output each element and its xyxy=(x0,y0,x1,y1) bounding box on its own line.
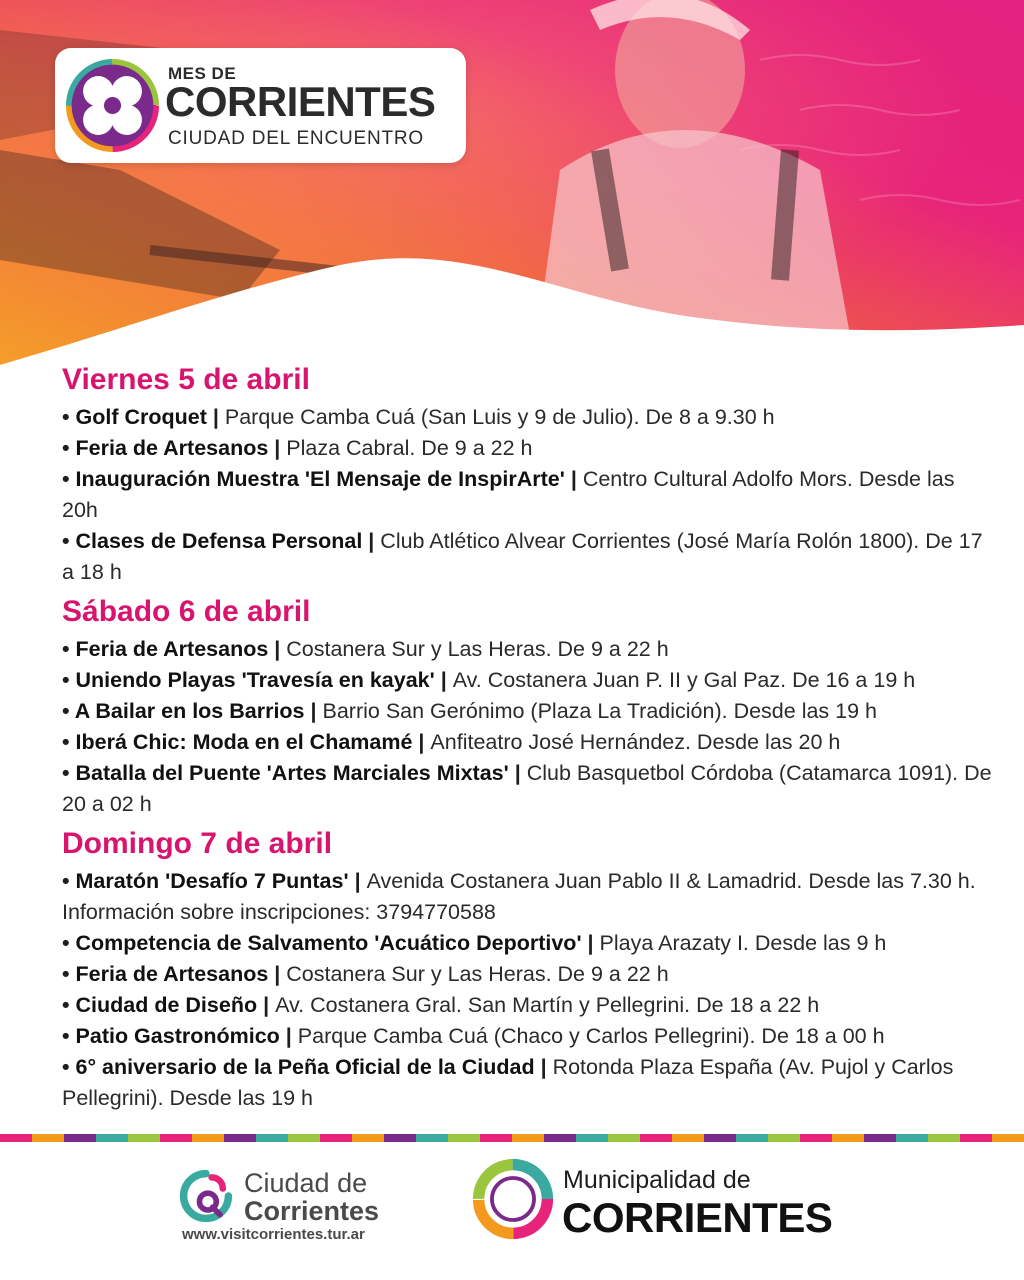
event-name: Golf Croquet xyxy=(75,405,207,429)
municipality-logo-line1: Municipalidad de xyxy=(563,1166,751,1194)
event-item: • Uniendo Playas 'Travesía en kayak' | Av. Costanera Juan P. II y Gal Paz. De 16 a 19 h xyxy=(62,668,916,692)
event-item: • A Bailar en los Barrios | Barrio San Gerónimo (Plaza La Tradición). Desde las 19 h xyxy=(62,699,877,723)
event-details: Avenida Costanera Juan Pablo II & Lamadrid. Desde las 7.30 h. Información sobre inscripciones: 3794770588 xyxy=(62,869,976,924)
event-details: Rotonda Plaza España (Av. Pujol y Carlos Pellegrini). Desde las 19 h xyxy=(62,1055,954,1110)
tourism-logo-line1: Ciudad de xyxy=(244,1168,368,1198)
day-section xyxy=(62,826,992,1114)
tourism-url[interactable]: www.visitcorrientes.tur.ar xyxy=(182,1226,365,1243)
event-name: Clases de Defensa Personal xyxy=(75,529,363,553)
event-item: • 6° aniversario de la Peña Oficial de la Ciudad | Rotonda Plaza España (Av. Pujol y Carlos Pellegrini). Desde las 19 h xyxy=(62,1055,954,1110)
tourism-logo-line2: Corrientes xyxy=(244,1196,380,1226)
event-name: Inauguración Muestra 'El Mensaje de InspirArte' xyxy=(75,467,565,491)
event-details: Av. Costanera Juan P. II y Gal Paz. De 16 a 19 h xyxy=(452,668,916,692)
event-item: • Feria de Artesanos | Costanera Sur y Las Heras. De 9 a 22 h xyxy=(62,962,669,986)
event-details: Parque Camba Cuá (Chaco y Carlos Pellegrini). De 18 a 00 h xyxy=(297,1024,885,1048)
flower-emblem-icon xyxy=(65,58,160,153)
day-title: Domingo 7 de abril xyxy=(62,827,333,860)
event-name: Batalla del Puente 'Artes Marciales Mixtas' xyxy=(75,761,509,785)
event-name: Uniendo Playas 'Travesía en kayak' xyxy=(75,668,435,692)
municipalidad-logo xyxy=(470,1152,870,1252)
mes-de-corrientes-logo xyxy=(55,48,466,163)
event-details: Playa Arazaty I. Desde las 9 h xyxy=(599,931,887,955)
event-details: Centro Cultural Adolfo Mors. Desde las 20h xyxy=(62,467,955,522)
event-item: • Batalla del Puente 'Artes Marciales Mixtas' | Club Basquetbol Córdoba (Catamarca 1091). De 20 a 02 h xyxy=(62,761,992,816)
event-item: • Patio Gastronómico | Parque Camba Cuá (Chaco y Carlos Pellegrini). De 18 a 00 h xyxy=(62,1024,885,1048)
event-details: Av. Costanera Gral. San Martín y Pellegrini. De 18 a 22 h xyxy=(275,993,820,1017)
event-item: • Ciudad de Diseño | Av. Costanera Gral. San Martín y Pellegrini. De 18 a 22 h xyxy=(62,993,820,1017)
event-name: Ciudad de Diseño xyxy=(75,993,258,1017)
hero-banner xyxy=(0,0,1024,380)
event-details: Parque Camba Cuá (San Luis y 9 de Julio). De 8 a 9.30 h xyxy=(224,405,775,429)
day-title: Sábado 6 de abril xyxy=(62,595,311,628)
event-name: Feria de Artesanos xyxy=(75,436,269,460)
event-name: Iberá Chic: Moda en el Chamamé xyxy=(75,730,413,754)
color-stripe-divider xyxy=(0,1134,1024,1142)
day-section xyxy=(62,594,992,820)
event-item: • Feria de Artesanos | Costanera Sur y Las Heras. De 9 a 22 h xyxy=(62,637,669,661)
event-name: Feria de Artesanos xyxy=(75,637,269,661)
event-details: Costanera Sur y Las Heras. De 9 a 22 h xyxy=(286,637,669,661)
event-item: • Maratón 'Desafío 7 Puntas' | Avenida Costanera Juan Pablo II & Lamadrid. Desde las 7.30 h. Información sobre inscripciones: 3794770588 xyxy=(62,869,976,924)
event-name: Competencia de Salvamento 'Acuático Deportivo' xyxy=(75,931,582,955)
event-item: • Competencia de Salvamento 'Acuático Deportivo' | Playa Arazaty I. Desde las 9 h xyxy=(62,931,887,955)
event-details: Costanera Sur y Las Heras. De 9 a 22 h xyxy=(286,962,669,986)
day-title: Viernes 5 de abril xyxy=(62,363,310,396)
logo-corrientes: CORRIENTES xyxy=(165,78,436,125)
event-name: A Bailar en los Barrios xyxy=(74,699,305,723)
event-details: Club Basquetbol Córdoba (Catamarca 1091). De 20 a 02 h xyxy=(62,761,992,816)
event-item: • Clases de Defensa Personal | Club Atlético Alvear Corrientes (José María Rolón 1800). De 17 a 18 h xyxy=(62,529,983,584)
event-details: Plaza Cabral. De 9 a 22 h xyxy=(286,436,533,460)
cq-emblem-icon xyxy=(178,1168,234,1224)
event-name: 6° aniversario de la Peña Oficial de la Ciudad xyxy=(75,1055,535,1079)
event-details: Club Atlético Alvear Corrientes (José María Rolón 1800). De 17 a 18 h xyxy=(62,529,983,584)
ciudad-de-corrientes-logo xyxy=(178,1164,418,1254)
event-item: • Inauguración Muestra 'El Mensaje de InspirArte' | Centro Cultural Adolfo Mors. Desde las 20h xyxy=(62,467,955,522)
event-item: • Feria de Artesanos | Plaza Cabral. De 9 a 22 h xyxy=(62,436,533,460)
event-name: Feria de Artesanos xyxy=(75,962,269,986)
schedule xyxy=(62,362,992,1120)
logo-ciudad-del-encuentro: CIUDAD DEL ENCUENTRO xyxy=(168,128,424,149)
event-name: Maratón 'Desafío 7 Puntas' xyxy=(75,869,349,893)
event-item: • Iberá Chic: Moda en el Chamamé | Anfiteatro José Hernández. Desde las 20 h xyxy=(62,730,841,754)
ring-emblem-icon xyxy=(470,1156,556,1242)
event-item: • Golf Croquet | Parque Camba Cuá (San Luis y 9 de Julio). De 8 a 9.30 h xyxy=(62,405,775,429)
municipality-logo-line2: CORRIENTES xyxy=(562,1194,833,1241)
event-details: Anfiteatro José Hernández. Desde las 20 h xyxy=(430,730,841,754)
day-section xyxy=(62,362,992,588)
logo-mes-de: MES DE xyxy=(168,64,237,83)
event-name: Patio Gastronómico xyxy=(75,1024,280,1048)
event-details: Barrio San Gerónimo (Plaza La Tradición). Desde las 19 h xyxy=(322,699,877,723)
